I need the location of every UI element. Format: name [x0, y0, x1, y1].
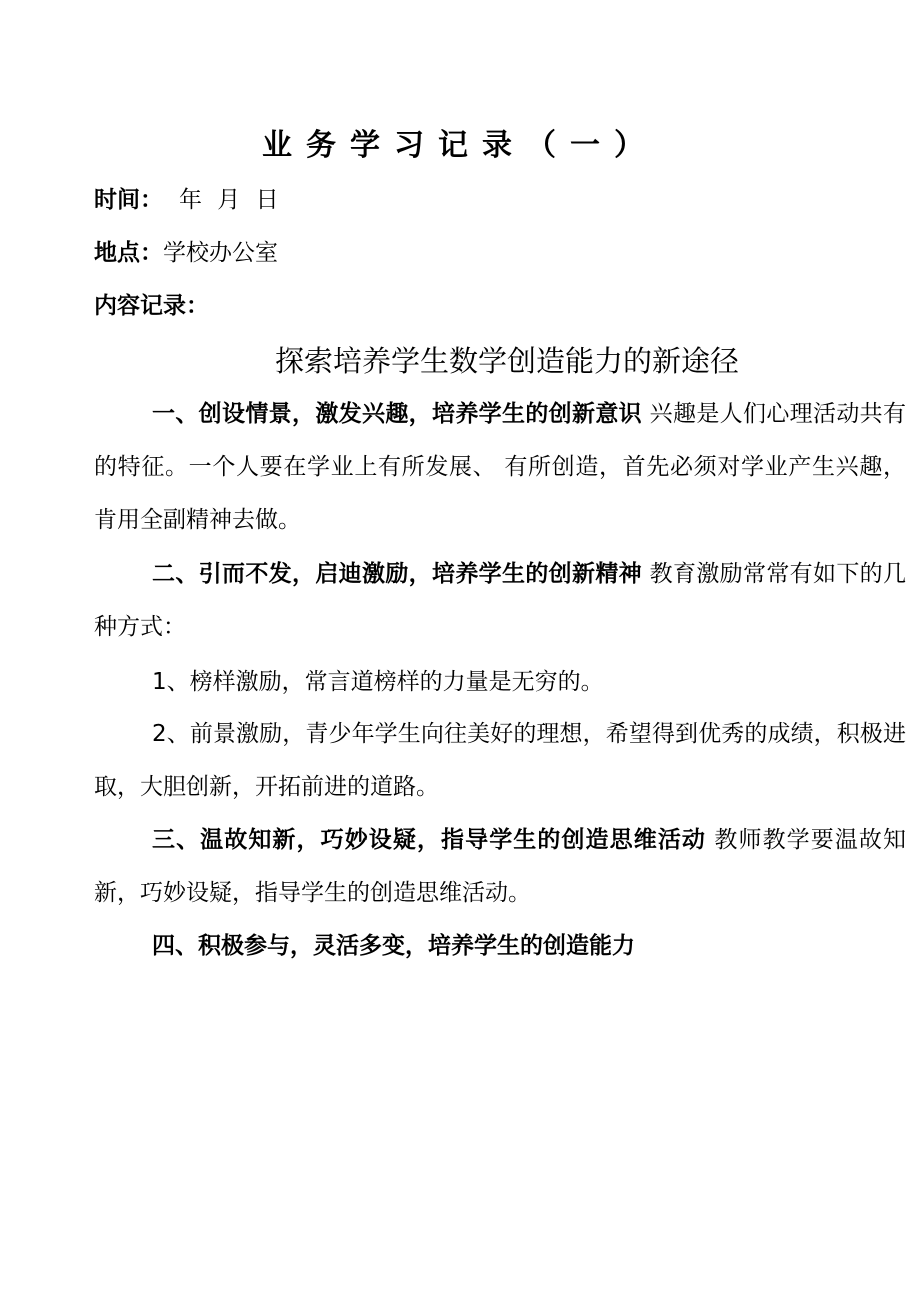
section-1-body: 兴趣是人们心理活动共有的特征。一个人要在学业上有所发展、 有所创造，首先必须对学业产生兴趣，肯用全副精神去做。: [94, 401, 907, 533]
section-2-item-1: [152, 656, 906, 709]
section-2-heading: 二、引而不发，启迪激励，培养学生的创新精神: [152, 561, 643, 587]
section-3-heading: 三、温故知新，巧妙设疑，指导学生的创造思维活动: [152, 827, 706, 853]
place-label: 地点：: [94, 240, 163, 266]
section-4: [94, 920, 906, 973]
section-2-item-2: [94, 708, 906, 814]
section-3-body: 教师教学要温故知新，巧妙设疑，指导学生的创造思维活动。: [94, 827, 907, 906]
section-3: [94, 814, 906, 920]
item-1-text: 1、榜样激励，常言道榜样的力量是无穷的。: [152, 669, 604, 695]
document-title: 业务学习记录（一）: [262, 128, 658, 163]
place-value: 学校办公室: [163, 240, 278, 266]
place-row: [94, 236, 278, 270]
section-1-heading: 一、创设情景，激发兴趣，培养学生的创新意识: [152, 401, 643, 427]
item-2-text: 2、前景激励，青少年学生向往美好的理想，希望得到优秀的成绩，积极进取，大胆创新，开拓前进的道路。: [94, 721, 906, 800]
content-label-row: [94, 289, 209, 323]
section-2: [94, 548, 906, 654]
time-label: 时间：: [94, 187, 163, 213]
section-4-heading: 四、积极参与，灵活多变，培养学生的创造能力: [152, 933, 635, 959]
time-row: [94, 183, 283, 217]
article-subtitle: 探索培养学生数学创造能力的新途径: [274, 344, 739, 378]
time-value: 年 月 日: [179, 187, 283, 213]
section-1: [94, 388, 906, 547]
content-label: 内容记录：: [94, 293, 209, 319]
section-2-body: 教育激励常常有如下的几种方式：: [94, 561, 907, 640]
